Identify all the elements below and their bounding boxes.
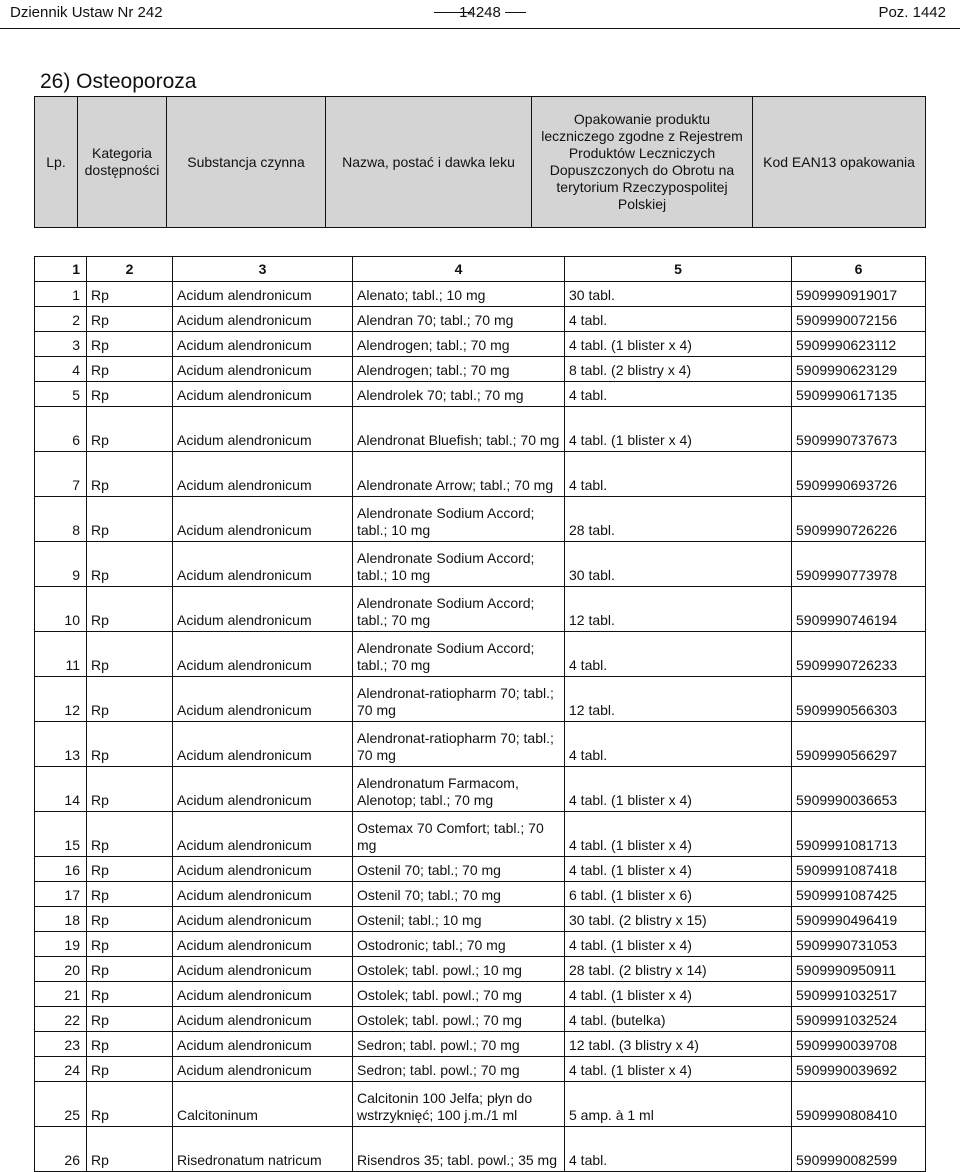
table-row bbox=[35, 857, 926, 882]
table-row bbox=[35, 497, 926, 542]
cell-lp: 14 bbox=[35, 767, 87, 812]
table-row bbox=[35, 812, 926, 857]
section-title: 26) Osteoporoza bbox=[40, 70, 197, 93]
cell-substancja: Acidum alendronicum bbox=[173, 452, 353, 497]
cell-nazwa: Ostenil 70; tabl.; 70 mg bbox=[353, 857, 565, 882]
table-row bbox=[35, 767, 926, 812]
cell-lp: 5 bbox=[35, 382, 87, 407]
cell-lp: 4 bbox=[35, 357, 87, 382]
cell-kategoria: Rp bbox=[87, 722, 173, 767]
cell-nazwa: Alendronate Sodium Accord; tabl.; 70 mg bbox=[353, 632, 565, 677]
cell-substancja: Acidum alendronicum bbox=[173, 332, 353, 357]
cell-ean: 5909990726233 bbox=[792, 632, 926, 677]
cell-lp: 1 bbox=[35, 282, 87, 307]
cell-kategoria: Rp bbox=[87, 452, 173, 497]
cell-kategoria: Rp bbox=[87, 857, 173, 882]
cell-lp: 12 bbox=[35, 677, 87, 722]
cell-substancja: Acidum alendronicum bbox=[173, 907, 353, 932]
cell-substancja: Acidum alendronicum bbox=[173, 382, 353, 407]
cell-nazwa: Alendronate Sodium Accord; tabl.; 10 mg bbox=[353, 497, 565, 542]
cell-opakowanie: 30 tabl. (2 blistry x 15) bbox=[565, 907, 792, 932]
cell-substancja: Risedronatum natricum bbox=[173, 1127, 353, 1172]
cell-lp: 10 bbox=[35, 587, 87, 632]
cell-lp: 24 bbox=[35, 1057, 87, 1082]
cell-opakowanie: 4 tabl. (1 blister x 4) bbox=[565, 1057, 792, 1082]
col-header-opakowanie: Opakowanie produktu leczniczego zgodne z Rejestrem Produktów Leczniczych Dopuszczonych do Obrotu na terytorium Rzeczypospolitej Polskiej bbox=[532, 97, 753, 228]
cell-opakowanie: 4 tabl. (1 blister x 4) bbox=[565, 332, 792, 357]
cell-nazwa: Alendrogen; tabl.; 70 mg bbox=[353, 332, 565, 357]
cell-kategoria: Rp bbox=[87, 407, 173, 452]
cell-opakowanie: 28 tabl. bbox=[565, 497, 792, 542]
cell-opakowanie: 12 tabl. bbox=[565, 677, 792, 722]
cell-lp: 22 bbox=[35, 1007, 87, 1032]
cell-kategoria: Rp bbox=[87, 957, 173, 982]
cell-kategoria: Rp bbox=[87, 282, 173, 307]
cell-opakowanie: 6 tabl. (1 blister x 6) bbox=[565, 882, 792, 907]
cell-substancja: Acidum alendronicum bbox=[173, 882, 353, 907]
cell-substancja: Acidum alendronicum bbox=[173, 932, 353, 957]
cell-opakowanie: 4 tabl. bbox=[565, 722, 792, 767]
cell-kategoria: Rp bbox=[87, 982, 173, 1007]
position-number: Poz. 1442 bbox=[878, 4, 946, 21]
table-row bbox=[35, 407, 926, 452]
cell-ean: 5909990082599 bbox=[792, 1127, 926, 1172]
cell-opakowanie: 4 tabl. bbox=[565, 1127, 792, 1172]
header-dash-right bbox=[505, 12, 526, 13]
cell-lp: 2 bbox=[35, 307, 87, 332]
column-header-table bbox=[34, 96, 926, 228]
table-row bbox=[35, 632, 926, 677]
cell-lp: 15 bbox=[35, 812, 87, 857]
cell-ean: 5909991032517 bbox=[792, 982, 926, 1007]
page-header bbox=[0, 0, 960, 30]
table-row bbox=[35, 907, 926, 932]
col-header-nazwa: Nazwa, postać i dawka leku bbox=[326, 97, 532, 228]
cell-substancja: Acidum alendronicum bbox=[173, 722, 353, 767]
cell-ean: 5909990919017 bbox=[792, 282, 926, 307]
drug-table bbox=[34, 256, 926, 1172]
cell-lp: 26 bbox=[35, 1127, 87, 1172]
cell-nazwa: Ostemax 70 Comfort; tabl.; 70 mg bbox=[353, 812, 565, 857]
cell-substancja: Acidum alendronicum bbox=[173, 542, 353, 587]
cell-nazwa: Ostodronic; tabl.; 70 mg bbox=[353, 932, 565, 957]
cell-kategoria: Rp bbox=[87, 332, 173, 357]
cell-substancja: Acidum alendronicum bbox=[173, 497, 353, 542]
cell-ean: 5909990808410 bbox=[792, 1082, 926, 1127]
cell-kategoria: Rp bbox=[87, 587, 173, 632]
cell-ean: 5909990731053 bbox=[792, 932, 926, 957]
cell-lp: 25 bbox=[35, 1082, 87, 1127]
cell-ean: 5909990566297 bbox=[792, 722, 926, 767]
cell-nazwa: Alenato; tabl.; 10 mg bbox=[353, 282, 565, 307]
cell-opakowanie: 4 tabl. bbox=[565, 307, 792, 332]
cell-opakowanie: 28 tabl. (2 blistry x 14) bbox=[565, 957, 792, 982]
cell-opakowanie: 4 tabl. (1 blister x 4) bbox=[565, 857, 792, 882]
cell-opakowanie: 4 tabl. (1 blister x 4) bbox=[565, 932, 792, 957]
cell-lp: 8 bbox=[35, 497, 87, 542]
table-row bbox=[35, 452, 926, 497]
table-row bbox=[35, 957, 926, 982]
column-number: 3 bbox=[173, 257, 353, 282]
cell-lp: 6 bbox=[35, 407, 87, 452]
cell-substancja: Acidum alendronicum bbox=[173, 1057, 353, 1082]
col-header-substancja: Substancja czynna bbox=[167, 97, 326, 228]
table-row bbox=[35, 677, 926, 722]
cell-nazwa: Alendronat-ratiopharm 70; tabl.; 70 mg bbox=[353, 677, 565, 722]
cell-substancja: Acidum alendronicum bbox=[173, 982, 353, 1007]
cell-kategoria: Rp bbox=[87, 1127, 173, 1172]
cell-nazwa: Alendrolek 70; tabl.; 70 mg bbox=[353, 382, 565, 407]
cell-opakowanie: 4 tabl. bbox=[565, 452, 792, 497]
table-row bbox=[35, 587, 926, 632]
table-row bbox=[35, 1007, 926, 1032]
cell-opakowanie: 12 tabl. bbox=[565, 587, 792, 632]
table-row bbox=[35, 982, 926, 1007]
cell-nazwa: Calcitonin 100 Jelfa; płyn do wstrzyknięć; 100 j.m./1 ml bbox=[353, 1082, 565, 1127]
cell-nazwa: Alendronatum Farmacom, Alenotop; tabl.; 70 mg bbox=[353, 767, 565, 812]
table-row bbox=[35, 932, 926, 957]
cell-nazwa: Ostolek; tabl. powl.; 70 mg bbox=[353, 982, 565, 1007]
cell-substancja: Acidum alendronicum bbox=[173, 357, 353, 382]
cell-ean: 5909990566303 bbox=[792, 677, 926, 722]
cell-opakowanie: 4 tabl. (1 blister x 4) bbox=[565, 812, 792, 857]
cell-lp: 16 bbox=[35, 857, 87, 882]
cell-kategoria: Rp bbox=[87, 1007, 173, 1032]
cell-substancja: Acidum alendronicum bbox=[173, 282, 353, 307]
cell-kategoria: Rp bbox=[87, 812, 173, 857]
column-number: 5 bbox=[565, 257, 792, 282]
cell-kategoria: Rp bbox=[87, 677, 173, 722]
cell-lp: 9 bbox=[35, 542, 87, 587]
cell-substancja: Calcitoninum bbox=[173, 1082, 353, 1127]
cell-lp: 20 bbox=[35, 957, 87, 982]
cell-substancja: Acidum alendronicum bbox=[173, 587, 353, 632]
col-header-kod: Kod EAN13 opakowania bbox=[753, 97, 926, 228]
cell-lp: 11 bbox=[35, 632, 87, 677]
cell-nazwa: Ostolek; tabl. powl.; 70 mg bbox=[353, 1007, 565, 1032]
column-number: 4 bbox=[353, 257, 565, 282]
cell-substancja: Acidum alendronicum bbox=[173, 1032, 353, 1057]
cell-lp: 18 bbox=[35, 907, 87, 932]
cell-opakowanie: 4 tabl. (1 blister x 4) bbox=[565, 982, 792, 1007]
page-number: 14248 bbox=[459, 4, 501, 21]
cell-kategoria: Rp bbox=[87, 932, 173, 957]
cell-substancja: Acidum alendronicum bbox=[173, 767, 353, 812]
cell-nazwa: Alendronate Sodium Accord; tabl.; 10 mg bbox=[353, 542, 565, 587]
cell-nazwa: Risendros 35; tabl. powl.; 35 mg bbox=[353, 1127, 565, 1172]
cell-nazwa: Sedron; tabl. powl.; 70 mg bbox=[353, 1032, 565, 1057]
cell-opakowanie: 30 tabl. bbox=[565, 542, 792, 587]
journal-title: Dziennik Ustaw Nr 242 bbox=[10, 4, 163, 21]
table-row bbox=[35, 1082, 926, 1127]
cell-ean: 5909990693726 bbox=[792, 452, 926, 497]
cell-ean: 5909990773978 bbox=[792, 542, 926, 587]
cell-substancja: Acidum alendronicum bbox=[173, 407, 353, 452]
cell-ean: 5909990623112 bbox=[792, 332, 926, 357]
cell-ean: 5909990746194 bbox=[792, 587, 926, 632]
column-number-row bbox=[35, 257, 926, 282]
cell-lp: 3 bbox=[35, 332, 87, 357]
cell-ean: 5909991032524 bbox=[792, 1007, 926, 1032]
cell-kategoria: Rp bbox=[87, 382, 173, 407]
cell-kategoria: Rp bbox=[87, 497, 173, 542]
column-number: 6 bbox=[792, 257, 926, 282]
table-row bbox=[35, 282, 926, 307]
cell-ean: 5909990950911 bbox=[792, 957, 926, 982]
cell-lp: 21 bbox=[35, 982, 87, 1007]
cell-substancja: Acidum alendronicum bbox=[173, 857, 353, 882]
cell-nazwa: Ostenil; tabl.; 10 mg bbox=[353, 907, 565, 932]
cell-nazwa: Alendronate Arrow; tabl.; 70 mg bbox=[353, 452, 565, 497]
cell-ean: 5909990072156 bbox=[792, 307, 926, 332]
table-row bbox=[35, 1127, 926, 1172]
col-header-kategoria: Kategoria dostępności bbox=[78, 97, 167, 228]
cell-opakowanie: 12 tabl. (3 blistry x 4) bbox=[565, 1032, 792, 1057]
table-row bbox=[35, 542, 926, 587]
cell-nazwa: Alendronat Bluefish; tabl.; 70 mg bbox=[353, 407, 565, 452]
cell-kategoria: Rp bbox=[87, 767, 173, 812]
col-header-lp: Lp. bbox=[35, 97, 78, 228]
cell-opakowanie: 5 amp. à 1 ml bbox=[565, 1082, 792, 1127]
cell-nazwa: Alendronate Sodium Accord; tabl.; 70 mg bbox=[353, 587, 565, 632]
cell-nazwa: Ostenil 70; tabl.; 70 mg bbox=[353, 882, 565, 907]
cell-substancja: Acidum alendronicum bbox=[173, 957, 353, 982]
cell-kategoria: Rp bbox=[87, 882, 173, 907]
cell-lp: 23 bbox=[35, 1032, 87, 1057]
cell-opakowanie: 4 tabl. (butelka) bbox=[565, 1007, 792, 1032]
table-row bbox=[35, 1057, 926, 1082]
cell-lp: 17 bbox=[35, 882, 87, 907]
table-row bbox=[35, 382, 926, 407]
cell-substancja: Acidum alendronicum bbox=[173, 677, 353, 722]
cell-ean: 5909990726226 bbox=[792, 497, 926, 542]
cell-kategoria: Rp bbox=[87, 357, 173, 382]
cell-opakowanie: 30 tabl. bbox=[565, 282, 792, 307]
table-row bbox=[35, 882, 926, 907]
table-row bbox=[35, 1032, 926, 1057]
cell-ean: 5909990737673 bbox=[792, 407, 926, 452]
cell-kategoria: Rp bbox=[87, 1057, 173, 1082]
header-rule bbox=[0, 28, 960, 29]
cell-nazwa: Alendran 70; tabl.; 70 mg bbox=[353, 307, 565, 332]
cell-kategoria: Rp bbox=[87, 307, 173, 332]
cell-nazwa: Sedron; tabl. powl.; 70 mg bbox=[353, 1057, 565, 1082]
cell-kategoria: Rp bbox=[87, 632, 173, 677]
cell-substancja: Acidum alendronicum bbox=[173, 307, 353, 332]
cell-ean: 5909990039708 bbox=[792, 1032, 926, 1057]
table-row bbox=[35, 722, 926, 767]
cell-ean: 5909990036653 bbox=[792, 767, 926, 812]
table-row bbox=[35, 307, 926, 332]
cell-kategoria: Rp bbox=[87, 1032, 173, 1057]
cell-ean: 5909990496419 bbox=[792, 907, 926, 932]
cell-lp: 7 bbox=[35, 452, 87, 497]
cell-lp: 13 bbox=[35, 722, 87, 767]
cell-ean: 5909991081713 bbox=[792, 812, 926, 857]
cell-ean: 5909990623129 bbox=[792, 357, 926, 382]
cell-ean: 5909991087425 bbox=[792, 882, 926, 907]
cell-substancja: Acidum alendronicum bbox=[173, 812, 353, 857]
cell-nazwa: Alendronat-ratiopharm 70; tabl.; 70 mg bbox=[353, 722, 565, 767]
cell-substancja: Acidum alendronicum bbox=[173, 1007, 353, 1032]
cell-kategoria: Rp bbox=[87, 907, 173, 932]
cell-substancja: Acidum alendronicum bbox=[173, 632, 353, 677]
cell-nazwa: Alendrogen; tabl.; 70 mg bbox=[353, 357, 565, 382]
cell-opakowanie: 4 tabl. (1 blister x 4) bbox=[565, 767, 792, 812]
table-row bbox=[35, 357, 926, 382]
cell-kategoria: Rp bbox=[87, 542, 173, 587]
cell-ean: 5909990617135 bbox=[792, 382, 926, 407]
cell-ean: 5909990039692 bbox=[792, 1057, 926, 1082]
cell-opakowanie: 4 tabl. bbox=[565, 382, 792, 407]
table-row bbox=[35, 332, 926, 357]
column-number: 2 bbox=[87, 257, 173, 282]
cell-opakowanie: 4 tabl. (1 blister x 4) bbox=[565, 407, 792, 452]
cell-opakowanie: 8 tabl. (2 blistry x 4) bbox=[565, 357, 792, 382]
cell-opakowanie: 4 tabl. bbox=[565, 632, 792, 677]
column-number: 1 bbox=[35, 257, 87, 282]
cell-kategoria: Rp bbox=[87, 1082, 173, 1127]
cell-ean: 5909991087418 bbox=[792, 857, 926, 882]
cell-lp: 19 bbox=[35, 932, 87, 957]
cell-nazwa: Ostolek; tabl. powl.; 10 mg bbox=[353, 957, 565, 982]
